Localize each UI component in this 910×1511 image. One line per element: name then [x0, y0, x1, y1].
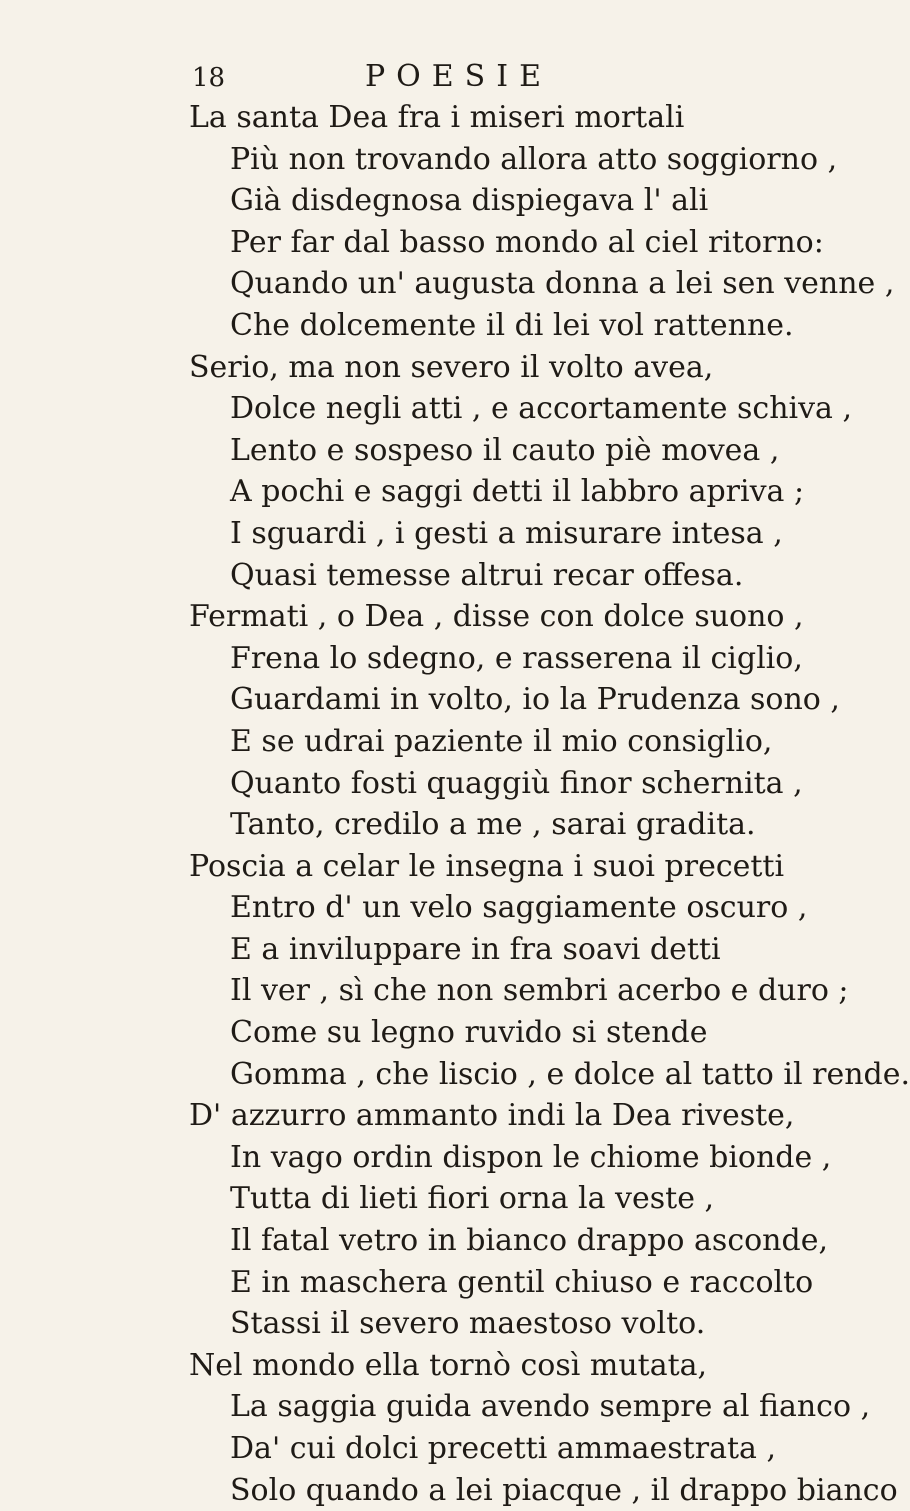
verse-line: Per far dal basso mondo al ciel ritorno:	[230, 224, 824, 260]
verse-line: Più non trovando allora atto soggiorno ,	[230, 141, 838, 177]
verse-line: E se udrai paziente il mio consiglio,	[230, 723, 773, 759]
running-head	[0, 60, 800, 100]
verse-line: I sguardi , i gesti a misurare intesa ,	[230, 515, 783, 551]
verse-line: Tutta di lieti fiori orna la veste ,	[230, 1181, 715, 1217]
verse-line: Tanto, credilo a me , sarai gradita.	[230, 807, 756, 843]
running-title: POESIE	[365, 59, 552, 94]
page-number: 18	[192, 63, 226, 93]
stanza	[0, 347, 853, 597]
verse-line: Quando un' augusta donna a lei sen venne ,	[230, 266, 895, 302]
verse-line: Da' cui dolci precetti ammaestrata ,	[230, 1431, 776, 1466]
verse-line: Fermati , o Dea , disse con dolce suono ,	[189, 599, 804, 635]
verse-line: Dolce negli atti , e accortamente schiva ,	[230, 391, 853, 427]
stanza	[0, 1095, 832, 1345]
verse-line: Come su legno ruvido si stende	[230, 1015, 708, 1051]
verse-line: La santa Dea fra i miseri mortali	[189, 100, 685, 135]
verse-line: Solo quando a lei piacque , il drappo bianco	[230, 1472, 898, 1508]
stanza	[0, 97, 895, 347]
verse-line: D' azzurro ammanto indi la Dea riveste,	[189, 1098, 795, 1134]
verse-line: Guardami in volto, io la Prudenza sono ,	[230, 682, 840, 718]
verse-line: A pochi e saggi detti il labbro apriva ;	[230, 474, 805, 510]
verse-line: Serio, ma non severo il volto avea,	[189, 349, 714, 385]
verse-line: Quanto fosti quaggiù finor schernita ,	[230, 765, 803, 801]
verse-line: Che dolcemente il di lei vol rattenne.	[230, 307, 794, 343]
verse-line: Quasi temesse altrui recar offesa.	[230, 557, 744, 593]
verse-line: In vago ordin dispon le chiome bionde ,	[230, 1139, 832, 1175]
poem-body	[0, 97, 910, 1511]
verse-line: Stassi il severo maestoso volto.	[230, 1306, 706, 1342]
verse-line: Il ver , sì che non sembri acerbo e duro ;	[230, 973, 849, 1009]
verse-line: E in maschera gentil chiuso e raccolto	[230, 1264, 814, 1300]
verse-line: La saggia guida avendo sempre al fianco ,	[230, 1389, 871, 1425]
stanza	[0, 846, 910, 1096]
verse-line: Nel mondo ella tornò così mutata,	[189, 1347, 708, 1383]
stanza	[0, 1345, 898, 1511]
verse-line: Il fatal vetro in bianco drappo asconde,	[230, 1223, 828, 1259]
verse-line: Gomma , che liscio , e dolce al tatto il rende.	[230, 1056, 910, 1092]
verse-line: E a inviluppare in fra soavi detti	[230, 931, 721, 967]
verse-line: Entro d' un velo saggiamente oscuro ,	[230, 890, 808, 926]
verse-line: Frena lo sdegno, e rasserena il ciglio,	[230, 640, 803, 676]
verse-line: Lento e sospeso il cauto piè movea ,	[230, 432, 780, 468]
verse-line: Poscia a celar le insegna i suoi precetti	[189, 848, 785, 884]
stanza	[0, 596, 840, 846]
verse-line: Già disdegnosa dispiegava l' ali	[230, 183, 709, 219]
